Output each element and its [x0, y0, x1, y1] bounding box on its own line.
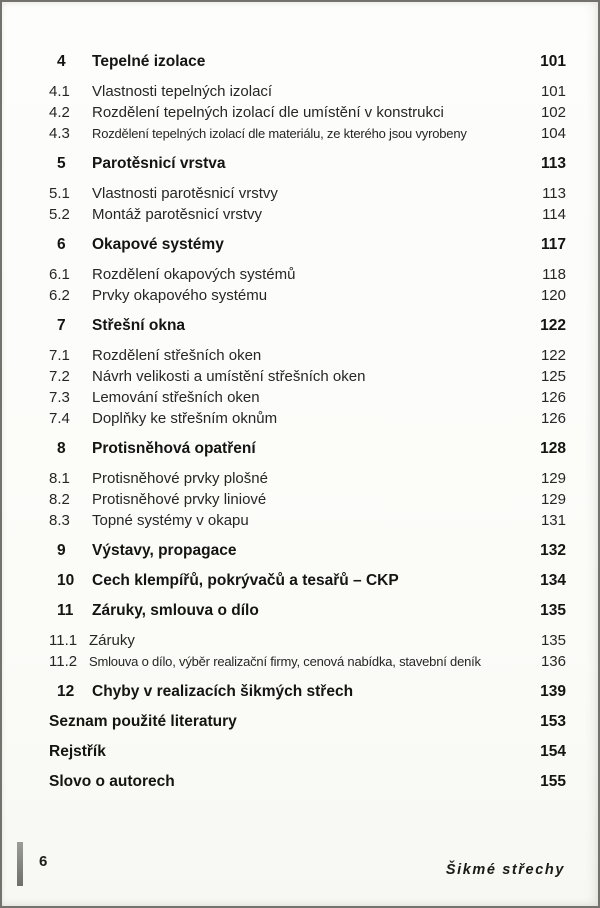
toc-entry — [49, 468, 566, 489]
toc-entry-title: Záruky, smlouva o dílo — [92, 602, 259, 619]
toc-entry-page: 101 — [540, 83, 566, 100]
toc-entry-title: Prvky okapového systému — [92, 287, 268, 304]
toc-entry — [49, 153, 566, 174]
toc-entry-page: 135 — [540, 632, 566, 649]
toc-entry-number: 5.1 — [49, 185, 70, 202]
toc-entry-page: 128 — [540, 440, 566, 457]
toc-entry-title: Protisněhové prvky plošné — [92, 470, 268, 487]
toc-entry — [49, 741, 566, 762]
toc-entry-page: 154 — [540, 743, 566, 760]
toc-entry-page: 113 — [542, 185, 566, 202]
toc-entry-number: 7.3 — [49, 389, 70, 406]
toc-entry-page: 122 — [540, 317, 566, 334]
toc-entry — [49, 681, 566, 702]
toc-entry-title: Chyby v realizacích šikmých střech — [92, 683, 354, 700]
toc-entry — [49, 408, 566, 429]
toc-entry — [49, 345, 566, 366]
toc-entry-page: 135 — [540, 602, 566, 619]
toc-entry-number: 12 — [57, 683, 75, 700]
toc-entry — [49, 711, 566, 732]
toc-entry-title: Doplňky ke střešním oknům — [92, 410, 278, 427]
toc-entry-title: Montáž parotěsnicí vrstvy — [92, 206, 263, 223]
toc-entry-page: 129 — [540, 470, 566, 487]
toc-entry-number: 4 — [57, 53, 66, 70]
toc-entry-title: Návrh velikosti a umístění střešních oken — [92, 368, 366, 385]
toc-entry-number: 8 — [57, 440, 66, 457]
toc-entry-number: 11 — [57, 602, 74, 619]
toc-entry-title: Lemování střešních oken — [92, 389, 260, 406]
toc-entry-title: Cech klempířů, pokrývačů a tesařů – CKP — [92, 572, 399, 589]
toc-entry — [49, 264, 566, 285]
toc-entry-title: Okapové systémy — [92, 236, 224, 253]
toc-entry-page: 153 — [540, 713, 566, 730]
toc-entry-number: 7.2 — [49, 368, 70, 385]
toc-entry-title: Protisněhová opatření — [92, 440, 256, 457]
page-number: 6 — [39, 853, 48, 870]
toc-entry-number: 5.2 — [49, 206, 70, 223]
toc-entry-title: Rozdělení střešních oken — [92, 347, 262, 364]
toc-entry — [49, 570, 566, 591]
toc-entry-title: Vlastnosti tepelných izolací — [92, 83, 273, 100]
toc-entry — [49, 366, 566, 387]
toc-entry — [49, 81, 566, 102]
toc-entry-title: Tepelné izolace — [92, 53, 206, 70]
toc-entry-number: 11.1 — [49, 632, 78, 649]
toc-entry-title: Rozdělení tepelných izolací dle umístění v konstrukci — [92, 104, 444, 121]
toc-entry-title: Seznam použité literatury — [49, 713, 237, 730]
toc-entry-page: 139 — [540, 683, 566, 700]
toc-entry-number: 6 — [57, 236, 66, 253]
toc-entry-title: Záruky — [89, 632, 135, 649]
toc-entry-title: Rozdělení okapových systémů — [92, 266, 296, 283]
toc-entry — [49, 315, 566, 336]
toc-entry-title: Rozdělení tepelných izolací dle materiálu, ze kterého jsou vyrobeny — [92, 126, 467, 141]
toc-entry-number: 4.3 — [49, 125, 70, 142]
toc-entry — [49, 630, 566, 651]
toc-entry — [49, 183, 566, 204]
toc-entry — [49, 387, 566, 408]
toc-entry-page: 118 — [542, 266, 566, 283]
toc-entry-page: 129 — [540, 491, 566, 508]
toc-entry — [49, 540, 566, 561]
toc-entry-number: 8.3 — [49, 512, 70, 529]
toc-entry-page: 126 — [540, 410, 566, 427]
toc-entry-page: 134 — [540, 572, 566, 589]
toc-entry-title: Parotěsnicí vrstva — [92, 155, 226, 172]
toc-entry-title: Výstavy, propagace — [92, 542, 237, 559]
toc-entry-number: 7.4 — [49, 410, 70, 427]
toc-entry — [49, 234, 566, 255]
toc-entry-number: 10 — [57, 572, 75, 589]
toc-entry-title: Střešní okna — [92, 317, 186, 334]
toc-entry-number: 4.2 — [49, 104, 70, 121]
toc-entry-title: Vlastnosti parotěsnicí vrstvy — [92, 185, 278, 202]
toc-entry-page: 125 — [540, 368, 566, 385]
footer-edge-mark — [17, 842, 23, 886]
toc-entry — [49, 285, 566, 306]
toc-entry — [49, 489, 566, 510]
book-title: Šikmé střechy — [445, 862, 565, 878]
toc-entry — [49, 438, 566, 459]
toc-entry — [49, 102, 566, 123]
toc-entry-page: 136 — [540, 653, 566, 670]
toc-entry — [49, 123, 566, 144]
toc-entry-title: Topné systémy v okapu — [92, 512, 249, 529]
toc-entry-page: 102 — [540, 104, 566, 121]
toc-entry — [49, 771, 566, 792]
toc-entry-page: 117 — [540, 236, 566, 253]
toc-entry-page: 122 — [540, 347, 566, 364]
toc-entry-title: Protisněhové prvky liniové — [92, 491, 267, 508]
toc-entry-number: 7.1 — [49, 347, 70, 364]
toc-entry-page: 101 — [540, 53, 566, 70]
toc-entry-page: 120 — [540, 287, 566, 304]
toc-entry-number: 11.2 — [49, 653, 78, 670]
toc-entry — [49, 204, 566, 225]
toc-entry-number: 9 — [57, 542, 66, 559]
toc-entry-title: Slovo o autorech — [49, 773, 175, 790]
toc-entry — [49, 51, 566, 72]
toc-entry-page: 132 — [540, 542, 566, 559]
toc-entry-page: 113 — [540, 155, 566, 172]
toc-entry-title: Smlouva o dílo, výběr realizační firmy, cenová nabídka, stavební deník — [89, 654, 481, 669]
toc-entry-number: 8.2 — [49, 491, 70, 508]
toc-entry-page: 131 — [540, 512, 566, 529]
toc-entry-page: 114 — [542, 206, 566, 223]
toc-entry-page: 155 — [540, 773, 566, 790]
toc-entry — [49, 510, 566, 531]
toc-entry-title: Rejstřík — [49, 743, 106, 760]
toc-entry-number: 6.2 — [49, 287, 70, 304]
toc-entry-number: 8.1 — [49, 470, 70, 487]
table-of-contents — [2, 2, 598, 792]
toc-entry-number: 4.1 — [49, 83, 70, 100]
toc-entry-number: 6.1 — [49, 266, 70, 283]
toc-entry-number: 5 — [57, 155, 66, 172]
toc-entry — [49, 651, 566, 672]
toc-entry — [49, 600, 566, 621]
toc-entry-page: 104 — [540, 125, 566, 142]
toc-entry-page: 126 — [540, 389, 566, 406]
toc-entry-number: 7 — [57, 317, 66, 334]
